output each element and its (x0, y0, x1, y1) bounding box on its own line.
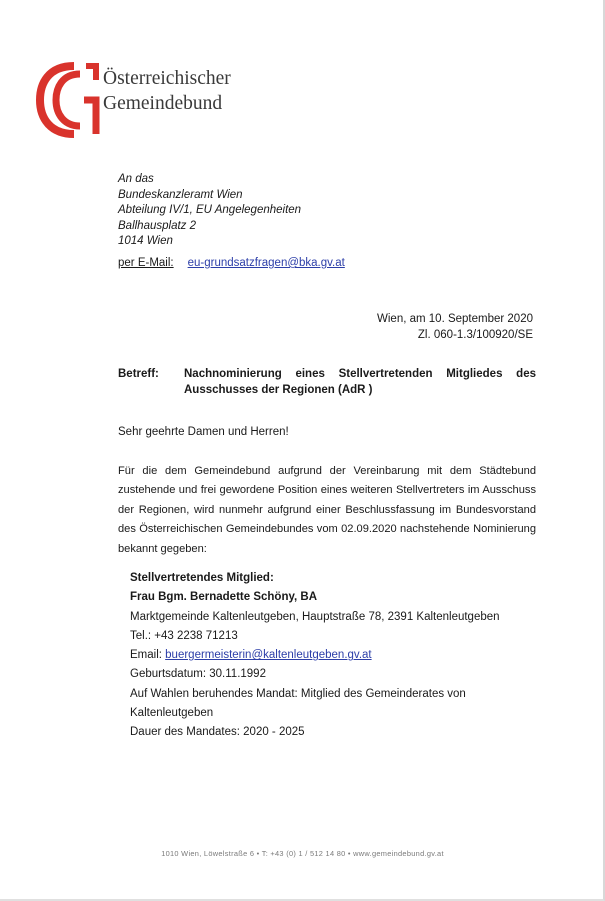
delivery-email-line (118, 256, 345, 271)
subject-label: Betreff: (118, 368, 159, 380)
subject-block (118, 367, 536, 398)
recipient-line: 1014 Wien (118, 235, 173, 248)
recipient-line: An das (118, 173, 154, 185)
nominee-address: Marktgemeinde Kaltenleutgeben, Hauptstraße 78, 2391 Kaltenleutgeben (130, 610, 500, 623)
reference-number: Zl. 060-1.3/100920/SE (417, 329, 533, 341)
nominee-phone: Tel.: +43 2238 71213 (130, 629, 238, 642)
nominee-name: Frau Bgm. Bernadette Schöny, BA (130, 591, 318, 604)
nominee-mandate-duration: Dauer des Mandates: 2020 - 2025 (130, 726, 305, 739)
gemeindebund-logo (34, 58, 100, 142)
nominee-mandate-place: Kaltenleutgeben (130, 707, 214, 720)
nominee-email-label: Email: (130, 649, 166, 662)
organization-name (103, 66, 231, 116)
email-label: per E-Mail: (118, 257, 174, 269)
recipient-email-link[interactable]: eu-grundsatzfragen@bka.gv.at (187, 257, 345, 269)
nominee-email-link[interactable]: buergermeisterin@kaltenleutgeben.gv.at (165, 649, 372, 662)
nominee-mandate: Auf Wahlen beruhendes Mandat: Mitglied des Gemeinderates von (130, 687, 466, 700)
nominee-details (130, 569, 500, 743)
org-name-line2: Gemeindebund (103, 93, 223, 114)
body-paragraph: Für die dem Gemeindebund aufgrund der Vereinbarung mit dem Städtebund zustehende und frei gewordene Position eines weiteren Stellvertreters im Ausschuss der Regionen, wird nunmehr aufgrund einer Beschlussfassung im Bundesvorstand des Österreichischen Gemeindebundes vom 02.09.2020 nachstehende Nominierung bekannt gegeben: (118, 465, 536, 555)
birthdate-label: Geburtsdatum: (130, 668, 210, 681)
birthdate-value: 30.11.1992 (209, 668, 266, 681)
recipient-address (118, 172, 301, 250)
salutation: Sehr geehrte Damen und Herren! (118, 426, 289, 438)
recipient-line: Bundeskanzleramt Wien (118, 188, 243, 201)
date-block (377, 311, 533, 343)
nominee-role: Stellvertretendes Mitglied: (130, 572, 274, 584)
org-name-line1: Österreichischer (103, 68, 231, 89)
subject-text: Nachnominierung eines Stellvertretenden Mitgliedes des Ausschusses der Regionen (AdR ) (184, 368, 536, 396)
nominee-birthdate-line (130, 665, 500, 684)
recipient-line: Ballhausplatz 2 (118, 219, 196, 232)
nominee-email-line (130, 646, 500, 665)
footer-contact: 1010 Wien, Löwelstraße 6 • T: +43 (0) 1 / 512 14 80 • www.gemeindebund.gv.at (161, 849, 444, 858)
letter-date: Wien, am 10. September 2020 (377, 313, 533, 325)
recipient-line: Abteilung IV/1, EU Angelegenheiten (118, 204, 302, 217)
